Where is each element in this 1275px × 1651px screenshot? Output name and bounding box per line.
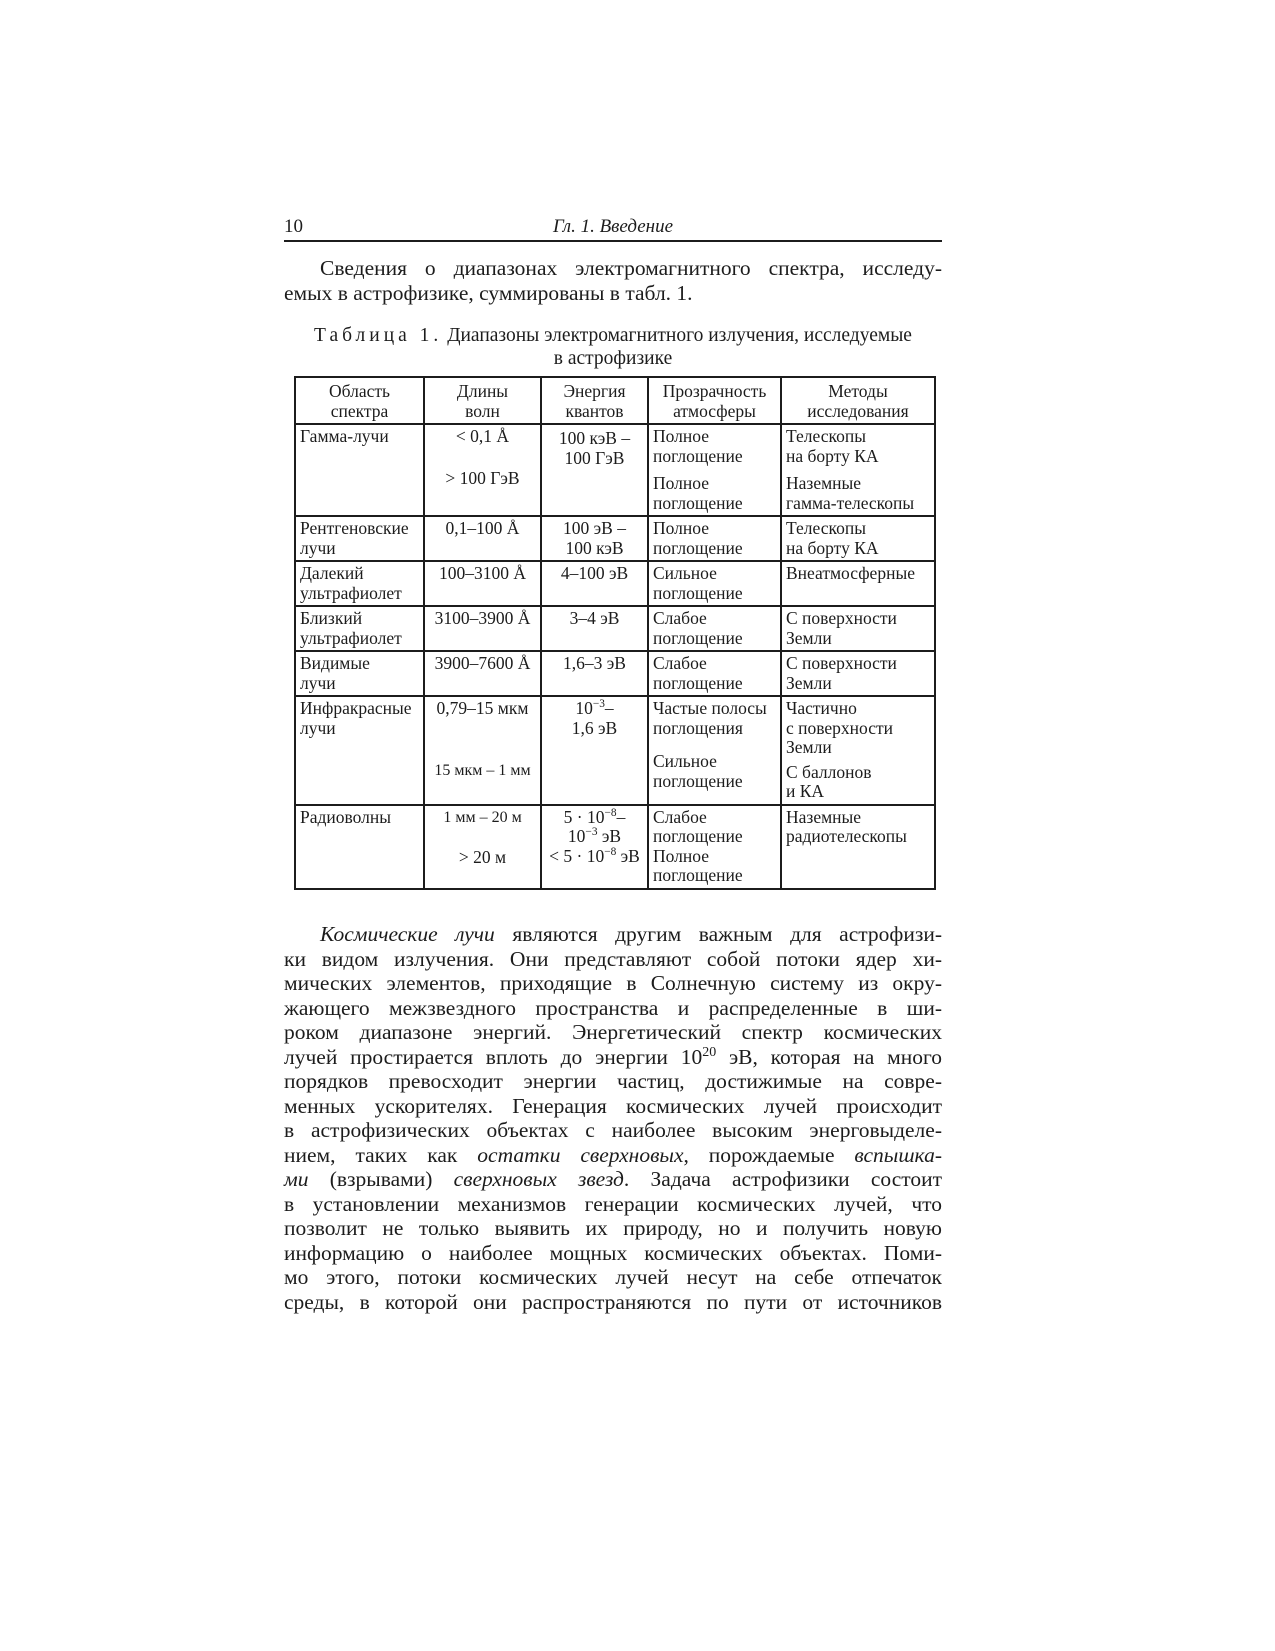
region-cell: Радиоволны: [295, 805, 424, 889]
method-cell: Внеатмосферные: [781, 561, 935, 606]
transparency-cell: Полное поглощение: [648, 516, 781, 561]
table-row: [295, 516, 935, 561]
transparency-cell: Частые полосы поглощения Сильное поглощение: [648, 696, 781, 805]
wavelength-cell: 1 мм – 20 м > 20 м: [424, 805, 541, 889]
header-cell: Длины волн: [424, 377, 541, 424]
region-cell: Гамма-лучи: [295, 424, 424, 516]
table-header-row: [295, 377, 935, 424]
table-row: [295, 424, 935, 516]
energy-cell: 1,6–3 эВ: [541, 651, 648, 696]
region-cell: Близкий ультрафиолет: [295, 606, 424, 651]
transparency-cell: Полное поглощение Полное поглощение: [648, 424, 781, 516]
energy-cell: 4–100 эВ: [541, 561, 648, 606]
region-cell: Далекий ультрафиолет: [295, 561, 424, 606]
method-cell: С поверхности Земли: [781, 651, 935, 696]
transparency-cell: Слабое поглощение: [648, 651, 781, 696]
wavelength-cell: 3100–3900 Å: [424, 606, 541, 651]
header-cell: Прозрачность атмосферы: [648, 377, 781, 424]
table-row: [295, 696, 935, 805]
header-cell: Энергия квантов: [541, 377, 648, 424]
table-row: [295, 561, 935, 606]
running-header: [284, 214, 942, 242]
running-title: Гл. 1. Введение: [552, 216, 674, 237]
method-cell: Частично с поверхности Земли С баллонов и КА: [781, 696, 935, 805]
transparency-cell: Слабое поглощение Полное поглощение: [648, 805, 781, 889]
region-cell: Рентгеновские лучи: [295, 516, 424, 561]
method-cell: Наземные радиотелескопы: [781, 805, 935, 889]
table-label: Таблица 1.: [314, 325, 443, 346]
transparency-cell: Слабое поглощение: [648, 606, 781, 651]
method-cell: Телескопы на борту КА Наземные гамма-телескопы: [781, 424, 935, 516]
wavelength-cell: < 0,1 Å > 100 ГэВ: [424, 424, 541, 516]
table-row: [295, 651, 935, 696]
energy-cell: $5 \cdot 10^{-8}-$ $10^{-3}$ эВ < $5 \cdot 10^{-8}$ эВ: [541, 805, 648, 889]
page-number: 10: [284, 216, 303, 237]
table-row: [295, 606, 935, 651]
table-caption: Таблица 1. Диапазоны электромагнитного излучения, исследуемые в астрофизике: [314, 325, 912, 369]
wavelength-cell: 0,79–15 мкм 15 мкм – 1 мм: [424, 696, 541, 805]
region-cell: Видимые лучи: [295, 651, 424, 696]
wavelength-cell: 0,1–100 Å: [424, 516, 541, 561]
energy-cell: 100 эВ – 100 кэВ: [541, 516, 648, 561]
method-cell: Телескопы на борту КА: [781, 516, 935, 561]
spectrum-table: [294, 376, 936, 890]
intro-paragraph: Сведения о диапазонах электромагнитного спектра, исследу- емых в астрофизике, суммированы в табл. 1.: [284, 256, 942, 305]
body-paragraph: Космические лучи являются другим важным для астрофизи- ки видом излучения. Они представляют собой потоки ядер хи- мических элементов, приходящие в Солнечную систему из окру- жающего межзвездного пространства и распределенные в ши- роком диапазоне энергий. Энергетический спектр космических лучей простирается вплоть до энергии $10^{20}$ эВ, которая на много порядков превосходит энергии частиц, достижимые на совре- менных ускорителях. Генерация космических лучей происходит в астрофизических объектах с наиболее высоким энерговыделе- нием, таких как остатки сверхновых, порождаемые вспышка- ми (взрывами) сверхновых звезд. Задача астрофизики состоит в установлении механизмов генерации космических лучей, что позволит не только выявить их природу, но и получить новую информацию о наиболее мощных космических объектах. Поми- мо этого, потоки космических лучей несут на себе отпечаток среды, в которой они распространяются по пути от источников: [284, 922, 943, 1314]
header-cell: Область спектра: [295, 377, 424, 424]
method-cell: С поверхности Земли: [781, 606, 935, 651]
term-cosmic-rays: Космические лучи: [320, 922, 495, 946]
wavelength-cell: 100–3100 Å: [424, 561, 541, 606]
table-row: [295, 805, 935, 889]
energy-cell: 100 кэВ – 100 ГэВ: [541, 424, 648, 516]
transparency-cell: Сильное поглощение: [648, 561, 781, 606]
energy-cell: $10^{-3}-$ 1,6 эВ: [541, 696, 648, 805]
header-cell: Методы исследования: [781, 377, 935, 424]
energy-cell: 3–4 эВ: [541, 606, 648, 651]
wavelength-cell: 3900–7600 Å: [424, 651, 541, 696]
region-cell: Инфракрасные лучи: [295, 696, 424, 805]
